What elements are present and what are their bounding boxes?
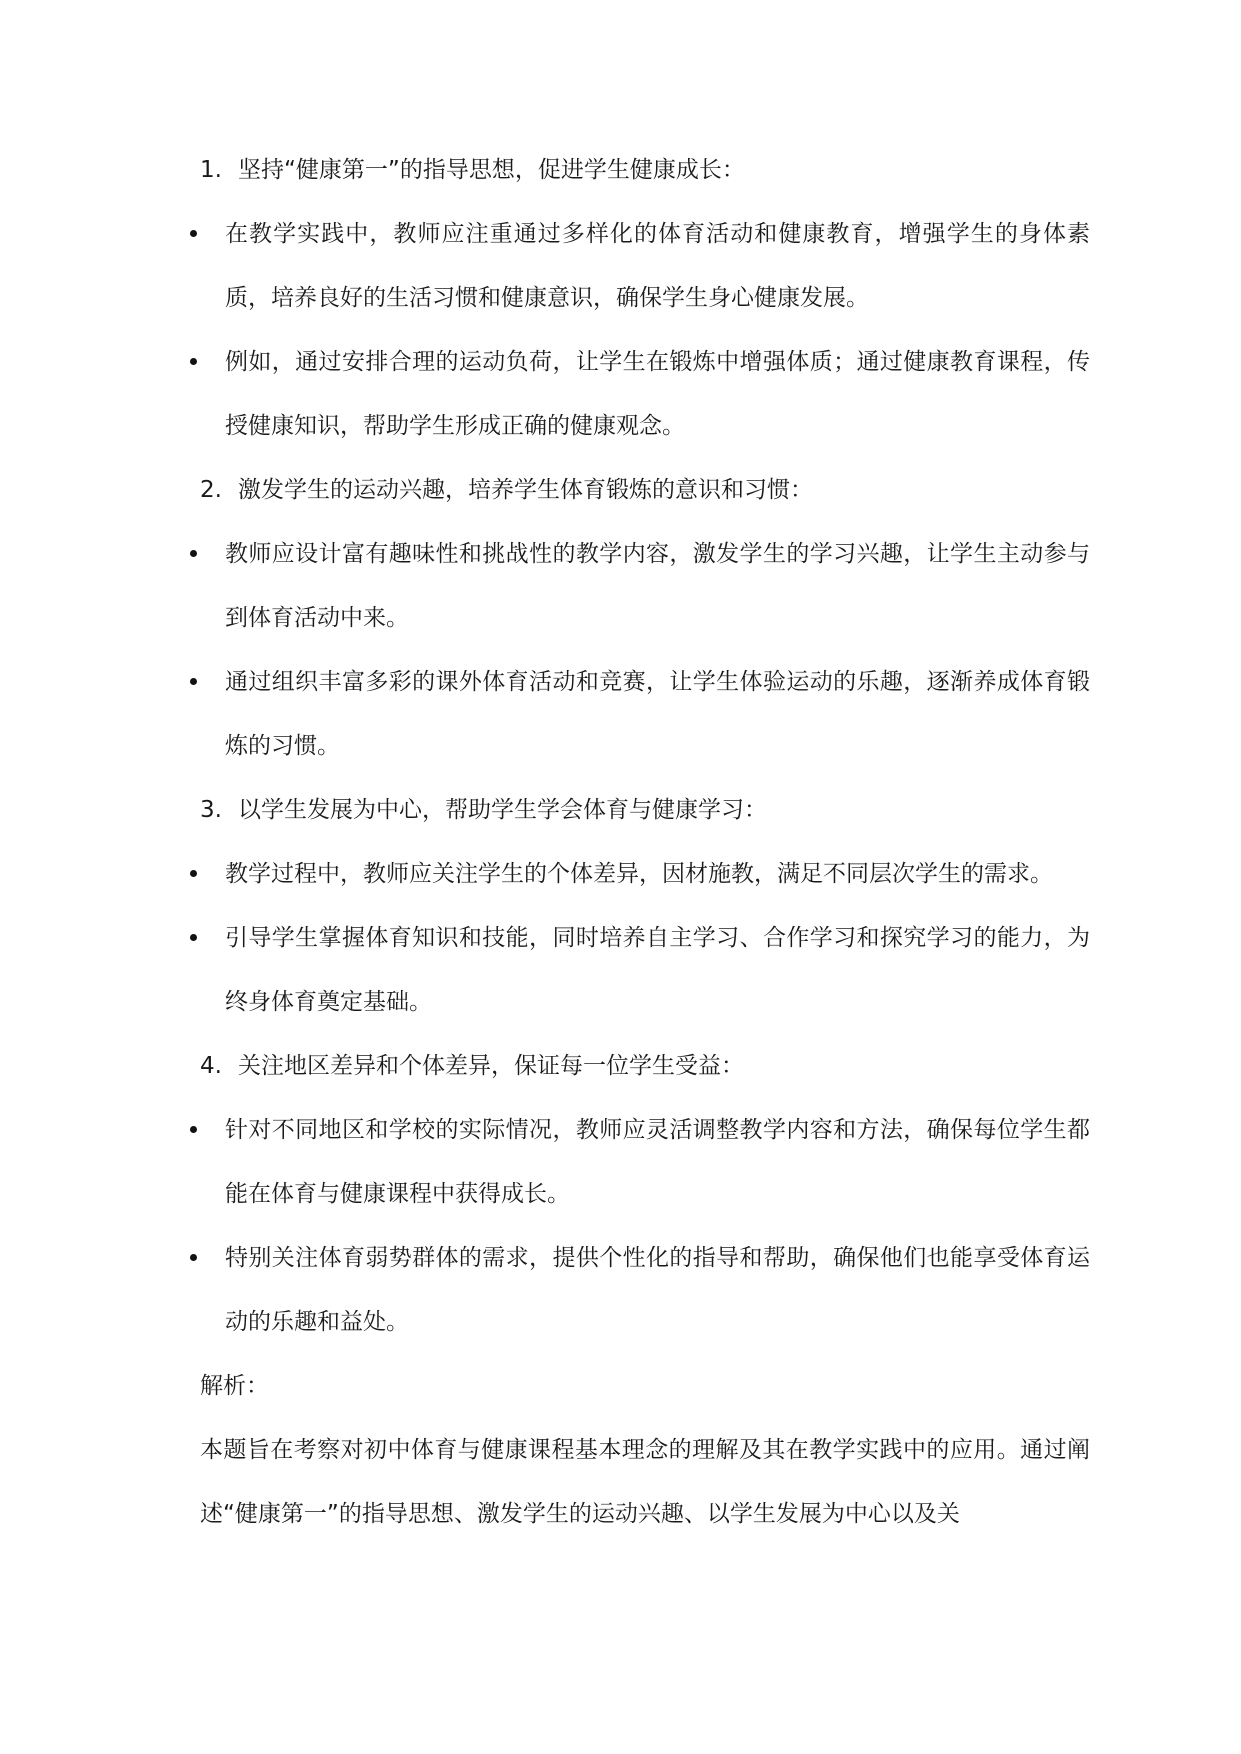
section-title: 激发学生的运动兴趣，培养学生体育锻炼的意识和习惯： <box>238 477 813 503</box>
analysis-label: 解析： <box>200 1373 269 1399</box>
bullet-item: 例如，通过安排合理的运动负荷，让学生在锻炼中增强体质；通过健康教育课程，传授健康知识，帮助学生形成正确的健康观念。 <box>200 330 1090 458</box>
bullet-item: 针对不同地区和学校的实际情况，教师应灵活调整教学内容和方法，确保每位学生都能在体育与健康课程中获得成长。 <box>200 1098 1090 1226</box>
section-heading <box>200 458 1090 522</box>
section-heading <box>200 138 1090 202</box>
section-number: 3. <box>200 797 222 823</box>
section-number: 2. <box>200 477 222 503</box>
section-title: 关注地区差异和个体差异，保证每一位学生受益： <box>238 1053 744 1079</box>
section-title: 坚持“健康第一”的指导思想，促进学生健康成长： <box>238 157 745 183</box>
bullet-item: 教师应设计富有趣味性和挑战性的教学内容，激发学生的学习兴趣，让学生主动参与到体育活动中来。 <box>200 522 1090 650</box>
bullet-item: 特别关注体育弱势群体的需求，提供个性化的指导和帮助，确保他们也能享受体育运动的乐趣和益处。 <box>200 1226 1090 1354</box>
bullet-item: 通过组织丰富多彩的课外体育活动和竞赛，让学生体验运动的乐趣，逐渐养成体育锻炼的习惯。 <box>200 650 1090 778</box>
bullet-item: 引导学生掌握体育知识和技能，同时培养自主学习、合作学习和探究学习的能力，为终身体育奠定基础。 <box>200 906 1090 1034</box>
section-number: 4. <box>200 1053 222 1079</box>
bullet-item: 在教学实践中，教师应注重通过多样化的体育活动和健康教育，增强学生的身体素质，培养良好的生活习惯和健康意识，确保学生身心健康发展。 <box>200 202 1090 330</box>
section-heading <box>200 1034 1090 1098</box>
analysis-text: 本题旨在考察对初中体育与健康课程基本理念的理解及其在教学实践中的应用。通过阐述“健康第一”的指导思想、激发学生的运动兴趣、以学生发展为中心以及关 <box>200 1437 1090 1527</box>
document-content <box>200 138 1090 1546</box>
section-title: 以学生发展为中心，帮助学生学会体育与健康学习： <box>238 797 767 823</box>
section-number: 1. <box>200 157 222 183</box>
bullet-item: 教学过程中，教师应关注学生的个体差异，因材施教，满足不同层次学生的需求。 <box>200 842 1090 906</box>
section-heading <box>200 778 1090 842</box>
